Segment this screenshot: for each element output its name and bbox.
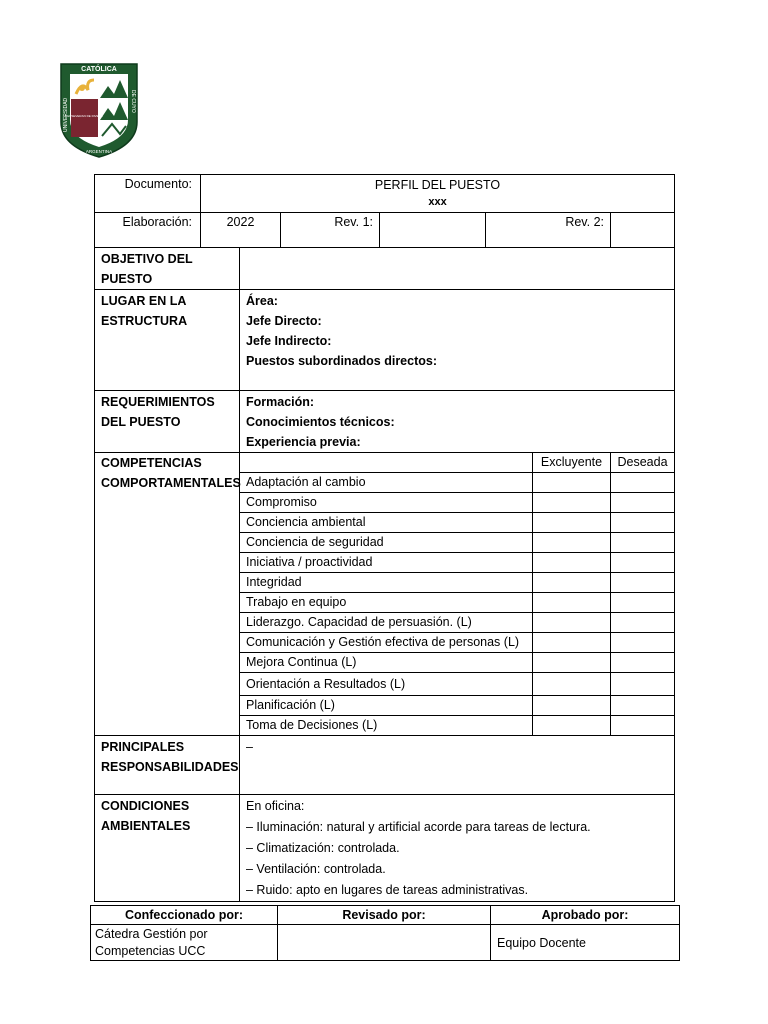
- deseada-cell: [611, 533, 675, 553]
- condicion-item: – Ruido: apto en lugares de tareas administrativas.: [246, 883, 529, 897]
- excluyente-cell: [533, 716, 611, 736]
- excluyente-cell: [533, 613, 611, 633]
- condicion-item: – Climatización: controlada.: [246, 841, 400, 855]
- elaboracion-value: 2022: [201, 213, 281, 248]
- rev1-value: [380, 213, 486, 248]
- objetivo-value: [240, 248, 675, 290]
- profile-table: [94, 174, 675, 902]
- condicion-item: – Ventilación: controlada.: [246, 862, 386, 876]
- competencia-item: Iniciativa / proactividad: [240, 553, 533, 573]
- condicion-item: – Iluminación: natural y artificial acorde para tareas de lectura.: [246, 820, 591, 834]
- responsabilidades-label: PRINCIPALES RESPONSABILIDADES: [95, 736, 240, 795]
- deseada-cell: [611, 716, 675, 736]
- responsabilidades-value: –: [240, 736, 675, 795]
- deseada-cell: [611, 613, 675, 633]
- competencia-item: Comunicación y Gestión efectiva de personas (L): [240, 633, 533, 653]
- confeccionado-label: Confeccionado por:: [91, 906, 278, 925]
- logo-box-text: PERSEVERAN DE DIVERS: [65, 114, 103, 118]
- rev2-value: [611, 213, 675, 248]
- lugar-cell: [240, 290, 675, 391]
- excluyente-cell: [533, 573, 611, 593]
- condiciones-cell: [240, 795, 675, 902]
- rev1-label: Rev. 1:: [281, 213, 380, 248]
- excluyente-cell: [533, 553, 611, 573]
- deseada-cell: [611, 513, 675, 533]
- logo-right-text: DE CUYO: [130, 90, 136, 113]
- logo-bottom-text: ARGENTINA: [85, 149, 113, 154]
- lugar-area: Área:: [246, 294, 278, 308]
- excluyente-cell: [533, 673, 611, 696]
- requerimientos-cell: [240, 391, 675, 453]
- competencia-item: Compromiso: [240, 493, 533, 513]
- university-logo: [58, 62, 140, 158]
- excluyente-cell: [533, 513, 611, 533]
- documento-label: Documento:: [95, 175, 201, 213]
- requerimientos-label: REQUERIMIENTOS DEL PUESTO: [95, 391, 240, 453]
- aprobado-label: Aprobado por:: [491, 906, 680, 925]
- condiciones-intro: En oficina:: [246, 799, 305, 813]
- deseada-cell: [611, 653, 675, 673]
- revisado-label: Revisado por:: [278, 906, 491, 925]
- university-shield-icon: [58, 62, 140, 158]
- excluyente-cell: [533, 653, 611, 673]
- lugar-jefe-indirecto: Jefe Indirecto:: [246, 334, 332, 348]
- excluyente-cell: [533, 533, 611, 553]
- lugar-label: LUGAR EN LA ESTRUCTURA: [95, 290, 240, 391]
- logo-left-text: UNIVERSIDAD: [63, 97, 69, 132]
- confeccionado-value: Cátedra Gestión por Competencias UCC: [91, 925, 278, 961]
- competencia-item: Conciencia ambiental: [240, 513, 533, 533]
- req-conocimientos: Conocimientos técnicos:: [246, 415, 395, 429]
- competencia-item: Toma de Decisiones (L): [240, 716, 533, 736]
- competencia-item: Planificación (L): [240, 696, 533, 716]
- document-subtitle: xxx: [428, 196, 447, 208]
- rev2-label: Rev. 2:: [486, 213, 611, 248]
- excluyente-cell: [533, 633, 611, 653]
- lugar-jefe-directo: Jefe Directo:: [246, 314, 322, 328]
- deseada-cell: [611, 633, 675, 653]
- elaboracion-label: Elaboración:: [95, 213, 201, 248]
- req-experiencia: Experiencia previa:: [246, 435, 361, 449]
- deseada-cell: [611, 553, 675, 573]
- competencia-item: Mejora Continua (L): [240, 653, 533, 673]
- excluyente-cell: [533, 493, 611, 513]
- deseada-cell: [611, 473, 675, 493]
- competencia-item: Adaptación al cambio: [240, 473, 533, 493]
- competencias-label: COMPETENCIAS COMPORTAMENTALES: [95, 453, 240, 736]
- col-deseada: Deseada: [611, 453, 675, 473]
- logo-top-text: CATÓLICA: [81, 66, 117, 73]
- col-excluyente: Excluyente: [533, 453, 611, 473]
- deseada-cell: [611, 573, 675, 593]
- competencias-header-blank: [240, 453, 533, 473]
- competencia-item: Liderazgo. Capacidad de persuasión. (L): [240, 613, 533, 633]
- lugar-subordinados: Puestos subordinados directos:: [246, 354, 438, 368]
- document-title-cell: [201, 175, 675, 213]
- deseada-cell: [611, 696, 675, 716]
- deseada-cell: [611, 673, 675, 696]
- req-formacion: Formación:: [246, 395, 315, 409]
- competencia-item: Integridad: [240, 573, 533, 593]
- excluyente-cell: [533, 696, 611, 716]
- deseada-cell: [611, 493, 675, 513]
- aprobado-value: Equipo Docente: [491, 925, 680, 961]
- signatures-table: [90, 905, 680, 961]
- objetivo-label: OBJETIVO DEL PUESTO: [95, 248, 240, 290]
- excluyente-cell: [533, 473, 611, 493]
- document-title: PERFIL DEL PUESTO: [374, 178, 501, 192]
- condiciones-label: CONDICIONES AMBIENTALES: [95, 795, 240, 902]
- excluyente-cell: [533, 593, 611, 613]
- deseada-cell: [611, 593, 675, 613]
- competencia-item: Orientación a Resultados (L): [240, 673, 533, 696]
- competencia-item: Trabajo en equipo: [240, 593, 533, 613]
- competencia-item: Conciencia de seguridad: [240, 533, 533, 553]
- revisado-value: [278, 925, 491, 961]
